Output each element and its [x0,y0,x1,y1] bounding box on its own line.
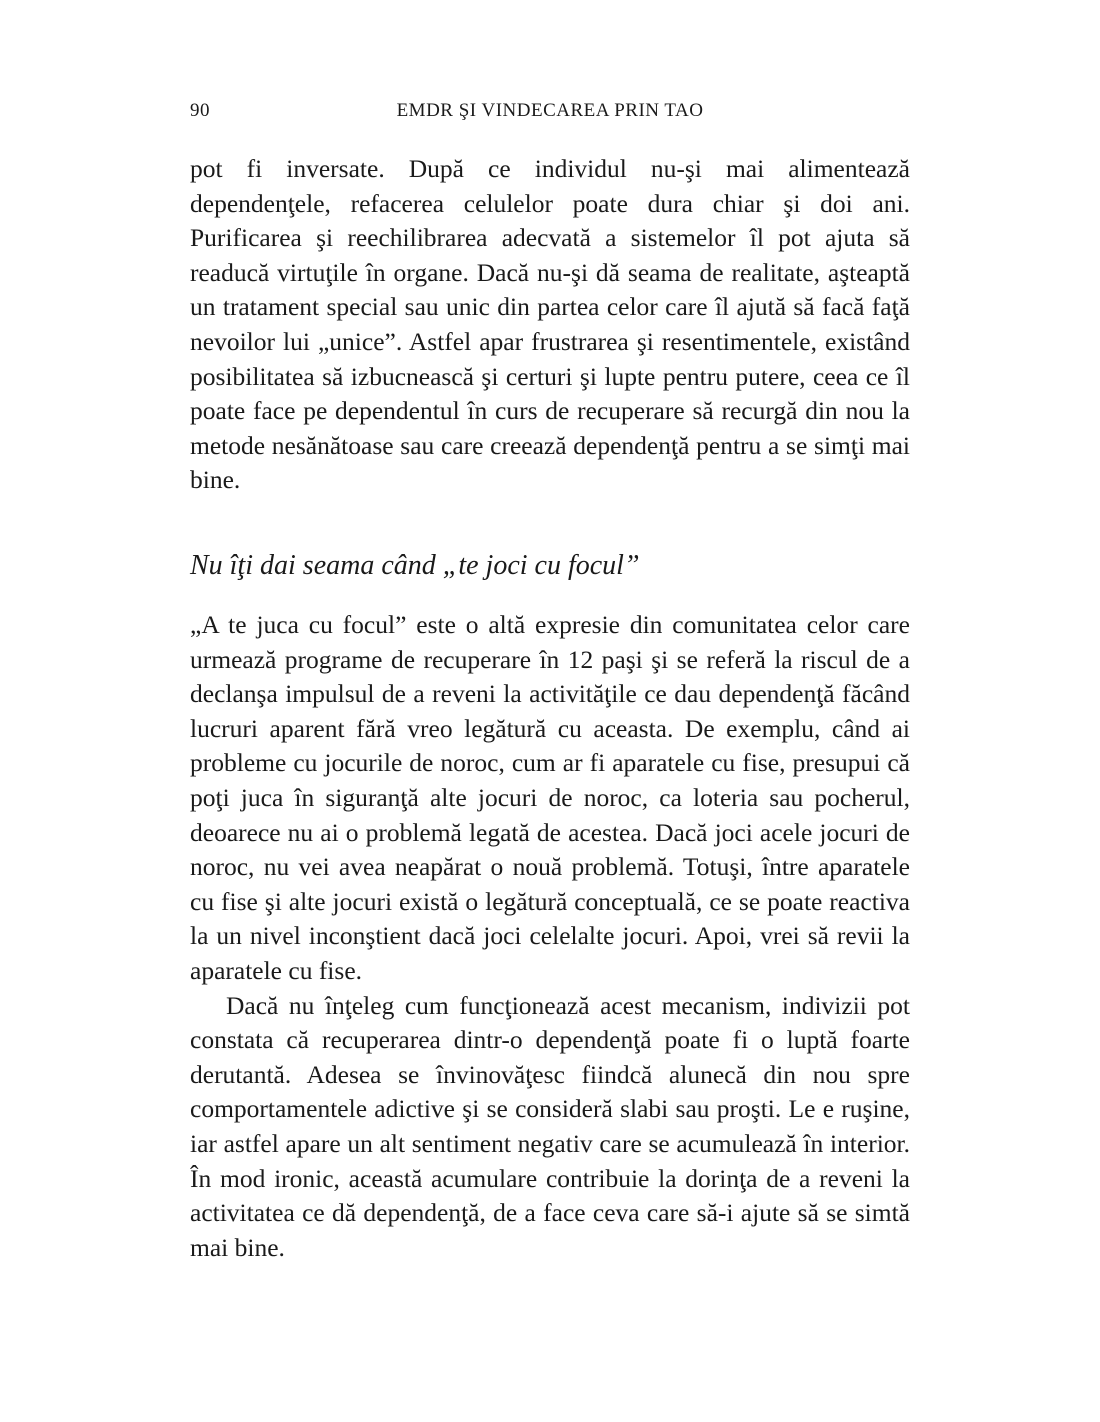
running-title: EMDR ŞI VINDECAREA PRIN TAO [396,100,704,121]
paragraph-1: pot fi inversate. După ce individul nu-şi mai alimentează dependenţele, refacerea celulelor poate dura chiar şi doi ani. Purificarea şi reechilibrarea adecvată a sistemelor îl pot ajuta să readucă virtuţile în organe. Dacă nu-şi dă seama de realitate, aşteaptă un tratament special sau unic din partea celor care îl ajută să facă faţă nevoilor lui „unice”. Astfel apar frustrarea şi resentimentele, existând posibilitatea să izbucnească şi certuri şi lupte pentru putere, ceea ce îl poate face pe dependentul în curs de recuperare să recurgă din nou la metode nesănătoase sau care creează dependenţă pentru a se simţi mai bine. [190,154,910,495]
paragraph-2: „A te juca cu focul” este o altă expresie din comunitatea celor care urmează programe de recuperare în 12 paşi şi se referă la riscul de a declanşa impulsul de a reveni la activităţile ce dau dependenţă făcând lucruri aparent fără vreo legătură cu aceasta. De exemplu, când ai probleme cu jocurile de noroc, cum ar fi aparatele cu fise, presupui că poţi juca în siguranţă alte jocuri de noroc, ca loteria sau pocherul, deoarece nu ai o problemă legată de acestea. Dacă joci acele jocuri de noroc, nu vei avea neapărat o nouă problemă. Totuşi, între aparatele cu fise şi alte jocuri există o legătură conceptuală, ce se poate reactiva la un nivel inconştient dacă joci celelalte jocuri. Apoi, vrei să revii la aparatele cu fise. [190,610,910,985]
section-heading: Nu îţi dai seama când „te joci cu focul” [190,550,640,581]
body-text-section [190,608,910,1265]
paragraph-3: Dacă nu înţeleg cum funcţionează acest mecanism, indivizii pot constata că recuperarea dintr-o dependenţă poate fi o luptă foarte derutantă. Adesea se învinovăţesc fiindcă alunecă din nou spre comportamentele adictive şi se consideră slabi sau proşti. Le e ruşine, iar astfel apare un alt sentiment negativ care se acumulează în interior. În mod ironic, această acumulare contribuie la dorinţa de a reveni la activitatea ce dă dependenţă, de a face ceva care să-i ajute să se simtă mai bine. [190,990,910,1262]
page-number: 90 [190,100,210,121]
body-text-top [190,152,910,498]
running-header [190,100,910,128]
